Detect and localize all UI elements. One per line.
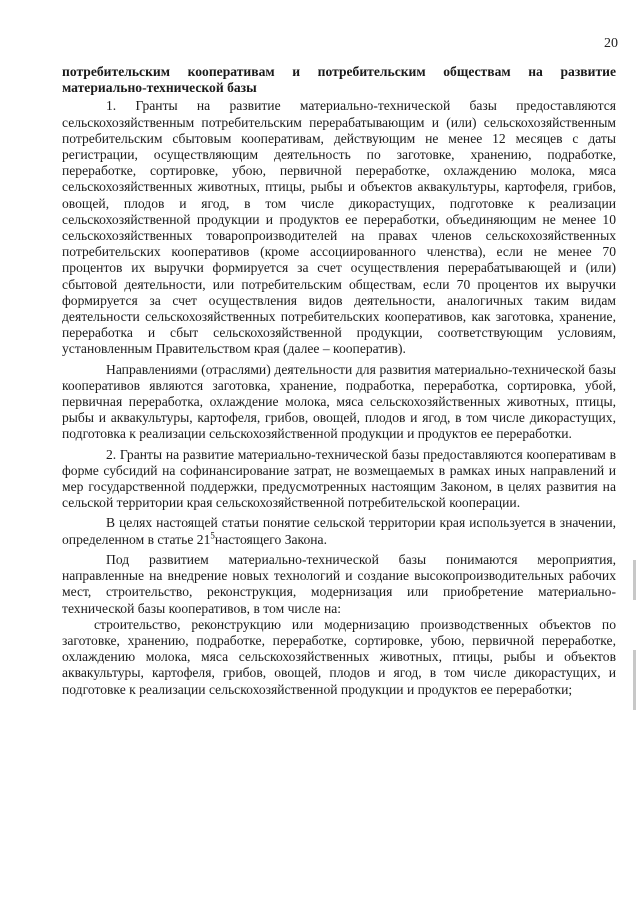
list-item-construction: строительство, реконструкцию или модернизацию производственных объектов по заготовке, хранению, подработке, переработке, сортировке, убою, первичной переработке, охлаждению молока, мяса сельскохозяйственных животных, птицы, рыбы и объектов аквакультуры, картофеля, грибов, овощей, плодов и ягод, в том числе дикорастущих, и подготовке к реализации сельскохозяйственной продукции и продуктов ее переработки; [62, 616, 616, 697]
article-superscript: 5 [210, 530, 215, 541]
page-number: 20 [604, 36, 618, 51]
paragraph-directions: Направлениями (отраслями) деятельности для развития материально-технической базы кооперативов являются заготовка, хранение, подработка, переработка, сортировка, убой, первичная переработка, охлаждение молока, мяса сельскохозяйственных животных, птицы, рыбы и аквакультуры, картофеля, грибов, овощей, плодов и ягод, в том числе дикорастущих, подготовка к реализации сельскохозяйственной продукции и продуктов ее переработки. [62, 361, 616, 442]
document-body [62, 64, 616, 698]
rural-territory-text: В целях настоящей статьи понятие сельской территории края используется в значении, определенном в статье 21 [62, 515, 616, 547]
scan-edge-mark [633, 560, 636, 600]
paragraph-grants-2: 2. Гранты на развитие материально-технической базы предоставляются кооперативам в форме субсидий на софинансирование затрат, не возмещаемых в рамках иных направлений и мер государственной поддержки, предусмотренных настоящим Законом, в целях развития на сельской территории края сельскохозяйственной потребительской кооперации. [62, 446, 616, 511]
rural-territory-text-end: настоящего Закона. [214, 531, 327, 547]
paragraph-rural-territory [62, 515, 616, 547]
section-heading: потребительским кооперативам и потребительским обществам на развитие материально-технической базы [62, 64, 616, 96]
paragraph-development-definition: Под развитием материально-технической базы понимаются мероприятия, направленные на внедрение новых технологий и создание высокопроизводительных рабочих мест, строительство, реконструкция, модернизация или приобретение материально-технической базы кооперативов, в том числе на: [62, 551, 616, 616]
scan-edge-mark [633, 650, 636, 710]
paragraph-grants-1: 1. Гранты на развитие материально-технической базы предоставляются сельскохозяйственным потребительским перерабатывающим и (или) сельскохозяйственным потребительским сбытовым кооперативам, действующим не менее 12 месяцев с даты регистрации, осуществляющим деятельность по заготовке, хранению, подработке, переработке, сортировке, убою, первичной переработке, охлаждению молока, мяса сельскохозяйственных животных, птицы, рыбы и объектов аквакультуры, картофеля, грибов, овощей, плодов и ягод, в том числе дикорастущих, подготовке к реализации сельскохозяйственной продукции и продуктов ее переработки, объединяющим не менее 10 сельскохозяйственных товаропроизводителей на правах членов сельскохозяйственных потребительских кооперативов (кроме ассоциированного членства), если не менее 70 процентов их выручки формируется за счет осуществления перерабатывающей и (или) сбытовой деятельности, или потребительским обществам, если 70 процентов их выручки формируется за счет осуществления видов деятельности, аналогичных таким видам деятельности сельскохозяйственных потребительских кооперативов, как заготовка, хранение, переработка и сбыт сельскохозяйственной продукции, соответствующим условиям, установленным Правительством края (далее – кооператив). [62, 98, 616, 357]
